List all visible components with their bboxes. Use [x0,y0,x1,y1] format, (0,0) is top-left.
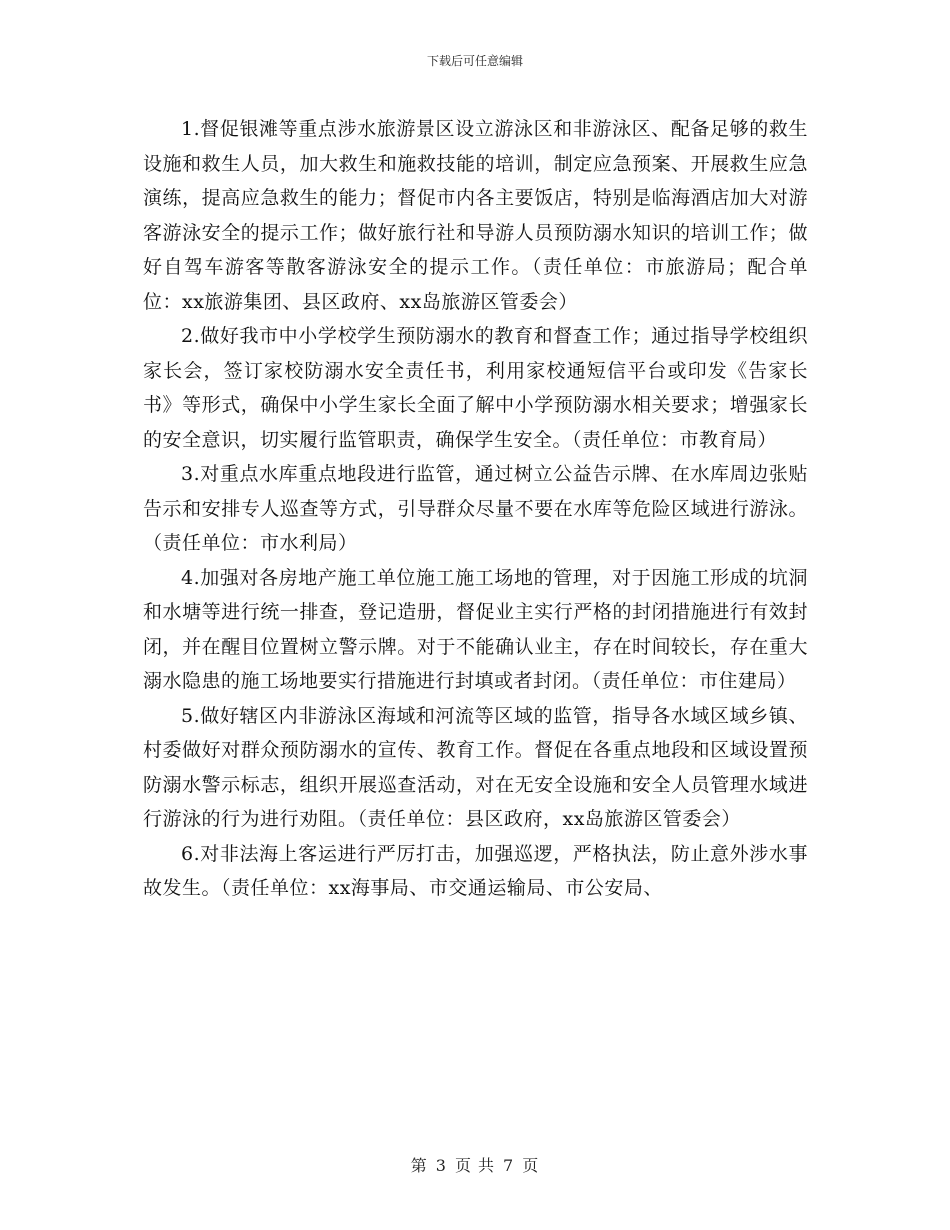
page-footer [0,1153,950,1176]
paragraph-6: 6.对非法海上客运进行严厉打击，加强巡逻，严格执法，防止意外涉水事故发生。（责任单位：xx海事局、市交通运输局、市公安局、 [143,842,808,899]
paragraph-2: 2.做好我市中小学校学生预防溺水的教育和督查工作；通过指导学校组织家长会，签订家校防溺水安全责任书，利用家校通短信平台或印发《告家长书》等形式，确保中小学生家长全面了解中小学预防溺水相关要求；增强家长的安全意识，切实履行监管职责，确保学生安全。（责任单位：市教育局） [143,325,808,451]
paragraph-1: 1.督促银滩等重点涉水旅游景区设立游泳区和非游泳区、配备足够的救生设施和救生人员，加大救生和施救技能的培训，制定应急预案、开展救生应急演练，提高应急救生的能力；督促市内各主要饭店，特别是临海酒店加大对游客游泳安全的提示工作；做好旅行社和导游人员预防溺水知识的培训工作；做好自驾车游客等散客游泳安全的提示工作。（责任单位：市旅游局；配合单位：xx旅游集团、县区政府、xx岛旅游区管委会） [143,118,808,313]
footer-page-number: 3 [435,1156,447,1175]
footer-total-pages: 7 [503,1156,515,1175]
document-body [143,112,808,906]
paragraph-3: 3.对重点水库重点地段进行监管，通过树立公益告示牌、在水库周边张贴告示和安排专人巡查等方式，引导群众尽量不要在水库等危险区域进行游泳。（责任单位：市水利局） [143,463,808,554]
paragraph-5: 5.做好辖区内非游泳区海域和河流等区域的监管，指导各水域区域乡镇、村委做好对群众预防溺水的宣传、教育工作。督促在各重点地段和区域设置预防溺水警示标志，组织开展巡查活动，对在无安全设施和安全人员管理水域进行游泳的行为进行劝阻。（责任单位：县区政府，xx岛旅游区管委会） [143,704,808,830]
page-header: 下载后可任意编辑 [426,54,523,68]
paragraph-4: 4.加强对各房地产施工单位施工施工场地的管理，对于因施工形成的坑洞和水塘等进行统一排查，登记造册，督促业主实行严格的封闭措施进行有效封闭，并在醒目位置树立警示牌。对于不能确认业主，存在时间较长，存在重大溺水隐患的施工场地要实行措施进行封填或者封闭。（责任单位：市住建局） [143,566,808,692]
footer-prefix: 第 [410,1156,428,1175]
footer-suffix: 页 [522,1156,540,1175]
footer-middle: 页 共 [454,1156,496,1175]
